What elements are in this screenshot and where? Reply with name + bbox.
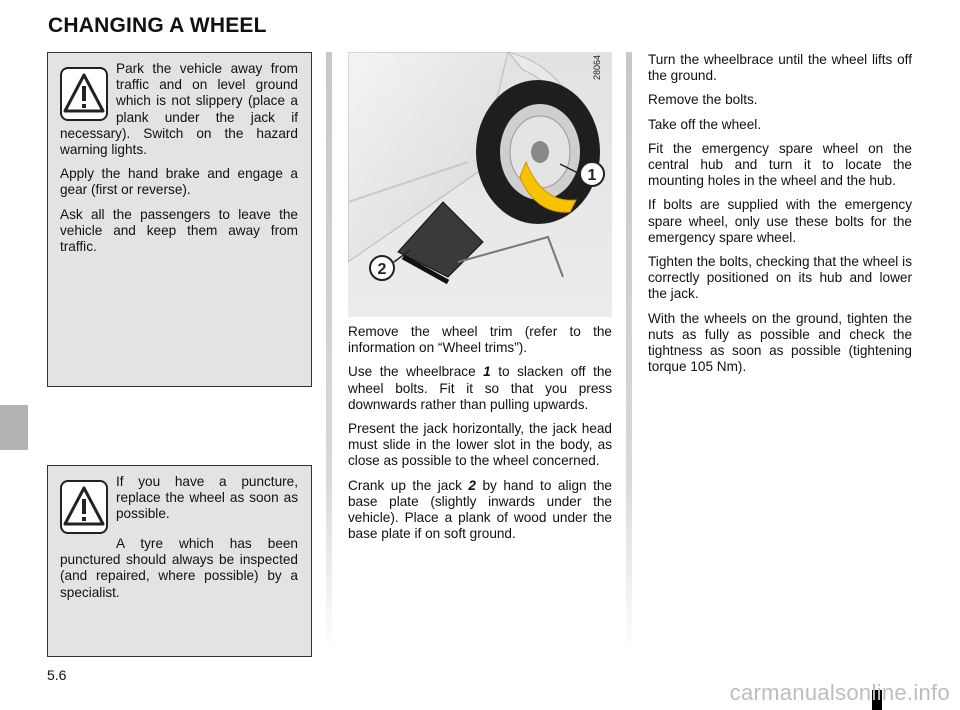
page-number: 5.6: [47, 667, 67, 683]
warning2-text-2: A tyre which has been punctured should always be inspected (and repaired, where possible) by a specialist.: [60, 536, 298, 600]
warning-triangle-icon: [60, 480, 108, 534]
warning-box-parking: [47, 52, 312, 387]
middle-text-1: Remove the wheel trim (refer to the information on “Wheel trims”).: [348, 324, 612, 356]
ref-jack: 2: [468, 477, 476, 493]
right-text-2: Remove the bolts.: [648, 92, 758, 108]
middle-text-4: Crank up the jack 2 by hand to align the base plate (slightly inwards under the vehicle). Place a plank of wood under the base plate if on soft ground.: [348, 477, 612, 542]
warning-triangle-icon: [60, 67, 108, 121]
callout-2: 2: [377, 261, 387, 278]
figure-code: 28064: [592, 55, 602, 81]
right-text-5: If bolts are supplied with the emergency spare wheel, only use these bolts for the emergency spare wheel.: [648, 197, 912, 245]
callout-1: 1: [587, 167, 597, 184]
right-text-4: Fit the emergency spare wheel on the central hub and turn it to locate the mounting holes in the wheel and the hub.: [648, 140, 912, 189]
warning2-text-1: If you have a puncture, replace the wheel as soon as possible.: [116, 474, 298, 522]
middle-text-3: Present the jack horizontally, the jack head must slide in the lower slot in the body, as close as possible to the wheel concerned.: [348, 421, 612, 469]
column-divider-left: [326, 52, 332, 652]
warning1-text-3: Ask all the passengers to leave the vehicle and keep them away from traffic.: [60, 206, 298, 255]
right-text-7: With the wheels on the ground, tighten the nuts as fully as possible and check the tightness as soon as possible (tightening torque 105 Nm).: [648, 310, 912, 375]
warning1-text-1: Park the vehicle away from traffic and on level ground which is not slippery (place a plank under the jack if necessary). Switch on the hazard warning lights.: [60, 61, 298, 158]
ref-wheelbrace: 1: [483, 364, 491, 380]
watermark: carmanualsonline.info: [729, 680, 950, 705]
right-text-6: Tighten the bolts, checking that the wheel is correctly positioned on its hub and lower the jack.: [648, 254, 912, 302]
middle-text-2: Use the wheelbrace 1 to slacken off the wheel bolts. Fit it so that you press downwards rather than pulling upwards.: [348, 364, 612, 412]
right-text-3: Take off the wheel.: [648, 116, 762, 132]
page-title: CHANGING A WHEEL: [48, 14, 267, 37]
warning1-text-2: Apply the hand brake and engage a gear (first or reverse).: [60, 166, 298, 198]
middle-column: [348, 324, 612, 550]
warning-box-puncture: [47, 465, 312, 657]
right-text-1: Turn the wheelbrace until the wheel lifts off the ground.: [648, 52, 912, 84]
section-tab: [0, 405, 28, 450]
column-divider-right: [626, 52, 632, 652]
wheel-change-illustration: [348, 52, 612, 317]
right-column: [648, 52, 912, 383]
